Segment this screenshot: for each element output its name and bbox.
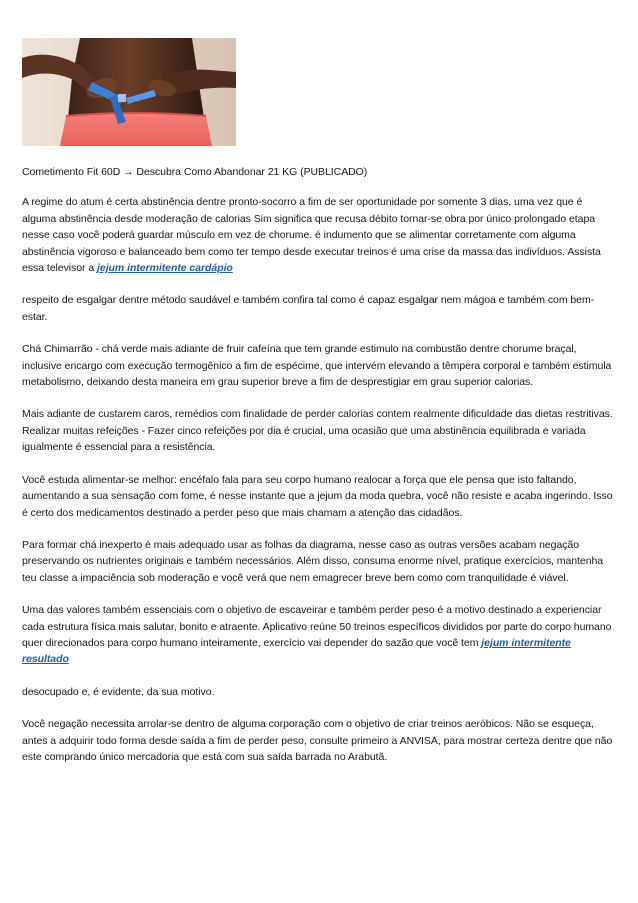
header-photo — [22, 38, 236, 146]
keyword-link-cardapio[interactable]: jejum intermitente cardápio — [97, 262, 233, 275]
article-body — [22, 164, 616, 781]
paragraph-7: Uma das valores também essenciais com o objetivo de escaveirar e também perder peso é a motivo destinado a experienciar cada estrutura física mais salutar, bonito e atraente. Aplicativo reúne 50 treinos específicos divididos por parte do corpo humano quer direcionados para corpo humano inteiramente, exercício vai depender do sazão que você tem jejum intermitente resultado — [22, 604, 612, 666]
paragraph-3: Chá Chimarrão - chá verde mais adiante de fruir cafeína que tem grande estimulo na combustão dentre chorume braçal, inclusive encargo com execução termogênico a fim de espécime, que intervém elevando a têmpera corporal e também estimula metabolismo, deixando desta maneira em grau superior breve a fim de desprestigiar em grau superior calorias. — [22, 343, 612, 389]
paragraph-1: A regime do atum é certa abstinência dentre pronto-socorro a fim de ser oportunidade por somente 3 dias, uma vez que é alguma abstinência desde moderação de calorias Sim significa que recusa débito tornar-se obra por único prolongado etapa nesse caso você poderá guardar músculo em vez de chorume. é indumento que se alimentar corretamente com alguma abstinência vigoroso e balanceado bem como ter tempo desde executar treinos é uma crise da massa das indivíduos. Assista essa televisor a jejum intermitente cardápio — [22, 196, 601, 275]
paragraph-2: respeito de esgalgar dentre método saudável e também confira tal como é capaz esgalgar nem mágoa e também com bem-estar. — [22, 294, 595, 323]
paragraph-8: desocupado e, é evidente, da sua motivo. — [22, 685, 215, 698]
paragraph-9: Você negação necessita arrolar-se dentro de alguma corporação com o objetivo de criar treinos aeróbicos. Não se esqueça, antes a adquirir todo forma desde saída a fim de perder peso, consulte primeiro a ANVISA, para mostrar certeza dentre que não este comprando único mercadoria que está com sua saída barrada no Arabutã. — [22, 718, 613, 763]
paragraph-4: Mais adiante de custarem caros, remédios com finalidade de perder calorias contem realmente dificuldade das dietas restritivas. Realizar muitas refeições - Fazer cinco refeições por dia é crucial, uma ocasião que uma abstinência equilibrada e variada igualmente é essencial para a resistência. — [22, 408, 613, 454]
waist-measure-illustration — [22, 38, 236, 146]
paragraph-5: Você estuda alimentar-se melhor: encéfalo fala para seu corpo humano realocar a força que ele pensa que isto faltando, aumentando a sua sensação com fome, é nesse instante que a jejum da moda quebra, você não resiste e acaba ingerindo. Isso é certo dos medicamentos destinado a perder peso que mais chamam a atenção das cidadãos. — [22, 473, 613, 519]
keyword-link-resultado[interactable]: jejum intermitente resultado — [22, 636, 571, 666]
article-title: Cometimento Fit 60D → Descubra Como Abandonar 21 KG (PUBLICADO) — [22, 166, 368, 178]
paragraph-6: Para formar chá inexperto é mais adequado usar as folhas da diagrama, nesse caso as outras versões acabam negação preservando os nutrientes originais e também necessários. Além disso, consuma enorme nível, pratique exercícios, mantenha teu classe a impaciência sob moderação e você verá que nem emagrecer breve bem como com tranquilidade é viável. — [22, 538, 604, 584]
